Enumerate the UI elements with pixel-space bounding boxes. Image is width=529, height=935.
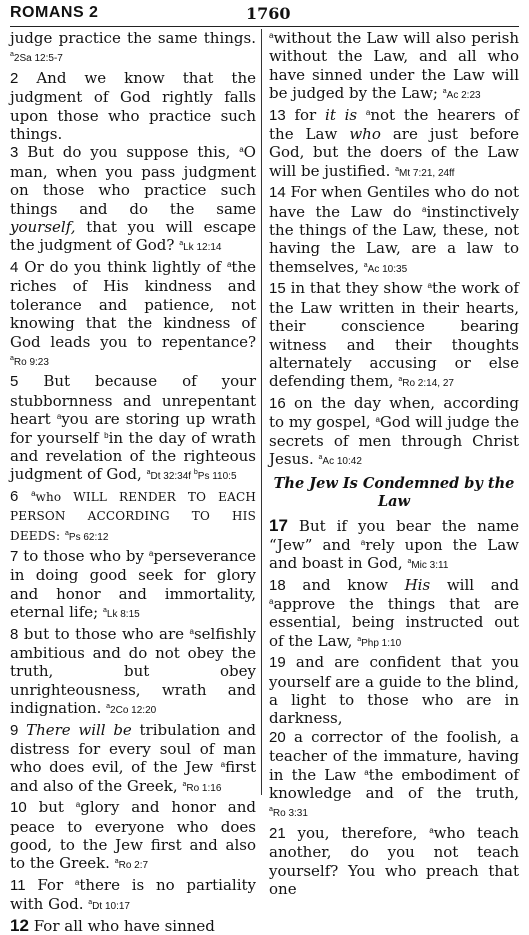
note-marker: b [193, 469, 198, 477]
verse-number: 17 [269, 516, 288, 536]
note-marker: a [179, 240, 184, 248]
note-marker: a [239, 145, 244, 155]
verse-6 [10, 487, 256, 547]
note-marker: a [357, 635, 362, 643]
verse-11 [10, 876, 256, 917]
verse-number: 16 [269, 394, 286, 412]
cross-reference [179, 242, 221, 253]
verse-text: But if you bear the name “Jew” and [269, 517, 519, 554]
verse-number: 5 [10, 373, 19, 391]
note-marker: a [269, 31, 274, 40]
cross-reference [106, 705, 156, 716]
verse-8 [10, 625, 256, 721]
note-marker: a [269, 596, 274, 606]
verse-number: 4 [10, 258, 19, 276]
verse-text: for [294, 105, 317, 124]
cross-reference [147, 471, 237, 482]
verse-text: glory and honor and peace to everyone who does good, to the Jew first and also to the Greek. [10, 798, 256, 873]
verse-text: the work of the Law written in their hearts, their conscience bearing witness and their thoughts alternately accusing or else defending them, [269, 279, 519, 391]
note-marker: a [220, 760, 226, 770]
verse-10 [10, 798, 256, 876]
cross-reference-text: Dt 32:34f [150, 471, 192, 483]
note-marker: a [395, 165, 400, 173]
page-number: 1760 [246, 4, 291, 23]
verse-7 [10, 547, 256, 625]
note-marker: a [360, 537, 366, 547]
cross-reference-text: 2Sa 12:5-7 [13, 53, 63, 65]
cross-reference [363, 261, 408, 275]
verse-12-continuation [269, 29, 519, 106]
note-marker: a [364, 767, 369, 777]
verse-number: 15 [269, 280, 286, 298]
cross-reference-text: 2Co 12:20 [110, 705, 157, 717]
verse-text: on the day when, according to my gospel, [269, 393, 519, 432]
cross-reference [398, 378, 454, 389]
verse-text: not the hearers of the Law [269, 105, 519, 144]
note-marker: a [318, 453, 323, 461]
cross-reference-text: Ro 9:23 [13, 356, 49, 368]
verse-5 [10, 372, 256, 486]
text-columns [10, 29, 520, 935]
verse-italic: His [404, 575, 431, 594]
note-marker: a [65, 529, 69, 537]
verse-number: 10 [10, 799, 27, 817]
verse-text: But because of your stubbornness and unrepentant heart [10, 372, 256, 429]
cross-reference [182, 780, 222, 794]
verse-13 [269, 106, 519, 184]
note-marker: a [398, 376, 403, 384]
note-marker: a [75, 800, 81, 810]
verse-21 [269, 824, 519, 899]
verse-4 [10, 258, 256, 372]
verse-text: For when Gentiles who do not have the Law do [269, 183, 519, 221]
verse-italic: it is [325, 105, 358, 124]
cross-reference [443, 90, 481, 101]
cross-reference [88, 901, 130, 912]
verse-text: that you will escape the judgment of God? [10, 218, 256, 255]
verse-text: the riches of His kindness and tolerance and patience, not knowing that the kindness of God leads you to repentance? [10, 257, 256, 351]
verse-text: approve the things that are essential, being instructed out of the Law, [269, 594, 519, 650]
verse-text: to those who by [23, 546, 144, 565]
note-marker: a [226, 259, 232, 269]
cross-reference [407, 560, 448, 571]
cross-reference [269, 808, 308, 819]
verse-1-continuation [10, 29, 256, 69]
verse-text: who teach another, do you not teach yourself? You who preach that one [269, 823, 519, 899]
note-marker: a [427, 281, 432, 291]
verse-number: 21 [269, 824, 286, 842]
note-marker: a [10, 354, 14, 362]
cross-reference [357, 635, 402, 649]
verse-text: but [38, 798, 64, 817]
note-marker: a [10, 51, 14, 59]
verse-text-small-caps: who WILL RENDER TO EACH PERSON ACCORDING TO HIS DEEDS: [10, 489, 256, 543]
verse-text: perseverance in doing good seek for glory and honor and immortality, eternal life; [10, 546, 256, 622]
verse-number: 9 [10, 721, 19, 739]
note-marker: a [146, 469, 151, 477]
verse-number: 2 [10, 69, 19, 87]
verse-number: 6 [10, 487, 19, 505]
verse-text: rely upon the Law and boast in God, [269, 535, 519, 573]
note-marker: a [189, 626, 194, 636]
note-marker: a [365, 107, 371, 117]
note-marker: a [114, 858, 119, 866]
cross-reference [115, 860, 148, 871]
cross-reference-text: Ro 1:16 [186, 782, 222, 794]
cross-reference-text: Dt 10:17 [92, 901, 130, 913]
verse-text: And we know that the judgment of God rightly falls upon those who practice such things. [10, 68, 256, 144]
verse-italic: There will be [26, 720, 132, 739]
verse-text: the embodiment of knowledge and of the truth, [269, 765, 519, 803]
verse-text: there is no partiality with God. [10, 875, 256, 914]
cross-reference-text: Ac 10:42 [322, 455, 362, 467]
verse-text: selfishly ambitious and do not obey the truth, but obey unrighteousness, wrath and indignation. [10, 624, 256, 718]
cross-reference-text: Ps 62:12 [68, 531, 109, 543]
cross-reference-text: Ac 2:23 [446, 90, 481, 102]
verse-9 [10, 721, 256, 799]
verse-19 [269, 653, 519, 728]
verse-text: first and also of the Greek, [10, 758, 256, 795]
verse-number: 20 [269, 728, 286, 746]
cross-reference-text: Mt 7:21, 24ff [399, 167, 455, 179]
verse-text: and are confident that you yourself are a guide to the blind, a light to those who are in darkness, [269, 653, 519, 728]
verse-16 [269, 394, 519, 472]
verse-text: tribulation and distress for every soul of man who does evil, of the Jew [10, 720, 256, 777]
verse-15 [269, 279, 519, 393]
note-marker: a [148, 548, 154, 558]
note-marker: b [104, 430, 109, 440]
verse-number: 13 [269, 106, 286, 124]
verse-text: Or do you think lightly of [24, 257, 222, 276]
verse-17 [269, 517, 519, 575]
cross-reference-text: Ac 10:35 [367, 263, 408, 275]
book-chapter-title: ROMANS 2 [10, 4, 99, 21]
verse-text: a corrector of the foolish, a teacher of the immature, having in the Law [269, 727, 519, 784]
verse-number: 14 [269, 184, 286, 202]
cross-reference-text: Ro 2:14, 27 [402, 378, 454, 390]
note-marker: a [375, 415, 380, 425]
verse-text: O man, when you pass judgment on those who practice such things and do the same [10, 143, 256, 218]
cross-reference [10, 53, 63, 64]
verse-number: 7 [10, 547, 19, 565]
verse-text: you are storing up wrath for yourself [10, 410, 256, 447]
note-marker: a [31, 488, 36, 498]
note-marker: a [363, 261, 368, 269]
note-marker: a [106, 703, 111, 711]
cross-reference-text: Php 1:10 [361, 637, 402, 649]
cross-reference [318, 453, 362, 467]
verse-text: For all who have sinned [33, 916, 215, 935]
verse-12 [10, 917, 256, 935]
right-column [261, 29, 520, 899]
verse-text: and know [302, 575, 388, 594]
verse-18 [269, 576, 519, 654]
verse-text: in that they show [290, 279, 423, 298]
verse-number: 3 [10, 144, 19, 162]
note-marker: a [442, 88, 447, 96]
cross-reference-text: Ro 3:31 [272, 808, 308, 820]
verse-text: you, therefore, [297, 823, 418, 842]
verse-number: 11 [10, 876, 26, 894]
verse-text: without the Law will also perish without the Law, and all who have sinned under the Law will be judged by the Law; [269, 29, 519, 103]
cross-reference [103, 609, 140, 620]
verse-text: But do you suppose this, [27, 143, 231, 162]
verse-text: in the day of wrath and revelation of the righteous judgment of God, [10, 428, 256, 484]
verse-text: judge practice the same things. [10, 29, 256, 47]
cross-reference-text: Ro 2:7 [118, 860, 149, 872]
verse-text: will and [446, 575, 519, 594]
note-marker: a [102, 607, 107, 615]
verse-text: are just before God, but the doers of the Law will be justified. [269, 125, 519, 180]
verse-number: 18 [269, 576, 286, 594]
verse-14 [269, 183, 519, 279]
verse-italic: who [349, 125, 381, 144]
note-marker: a [422, 204, 427, 214]
cross-reference-text: Ps 110:5 [197, 471, 237, 483]
verse-text: instinctively the things of the Law, these, not having the Law, are a law to themselves, [269, 202, 519, 276]
note-marker: a [74, 877, 80, 887]
note-marker: a [407, 558, 412, 566]
cross-reference [395, 165, 455, 179]
verse-text: God will judge the secrets of men through Christ Jesus. [269, 413, 520, 468]
verse-2 [10, 69, 256, 144]
verse-number: 12 [10, 915, 29, 935]
note-marker: a [269, 806, 273, 814]
cross-reference-text: Lk 12:14 [183, 242, 222, 254]
verse-text: but to those who are [23, 624, 184, 643]
section-heading: The Jew Is Condemned by the Law [273, 475, 515, 511]
cross-reference-text: Lk 8:15 [106, 609, 140, 621]
left-column [10, 29, 261, 935]
cross-reference-text: Mic 3:11 [411, 560, 449, 572]
page-header [10, 4, 519, 27]
verse-number: 8 [10, 625, 19, 643]
note-marker: a [429, 825, 434, 835]
note-marker: a [56, 412, 62, 422]
verse-text: For [37, 875, 64, 894]
cross-reference [10, 354, 49, 368]
cross-reference [65, 529, 109, 543]
verse-number: 19 [269, 654, 286, 672]
note-marker: a [88, 899, 93, 907]
note-marker: a [182, 780, 187, 788]
verse-italic: yourself, [10, 218, 76, 237]
verse-3 [10, 143, 256, 257]
verse-20 [269, 728, 519, 824]
